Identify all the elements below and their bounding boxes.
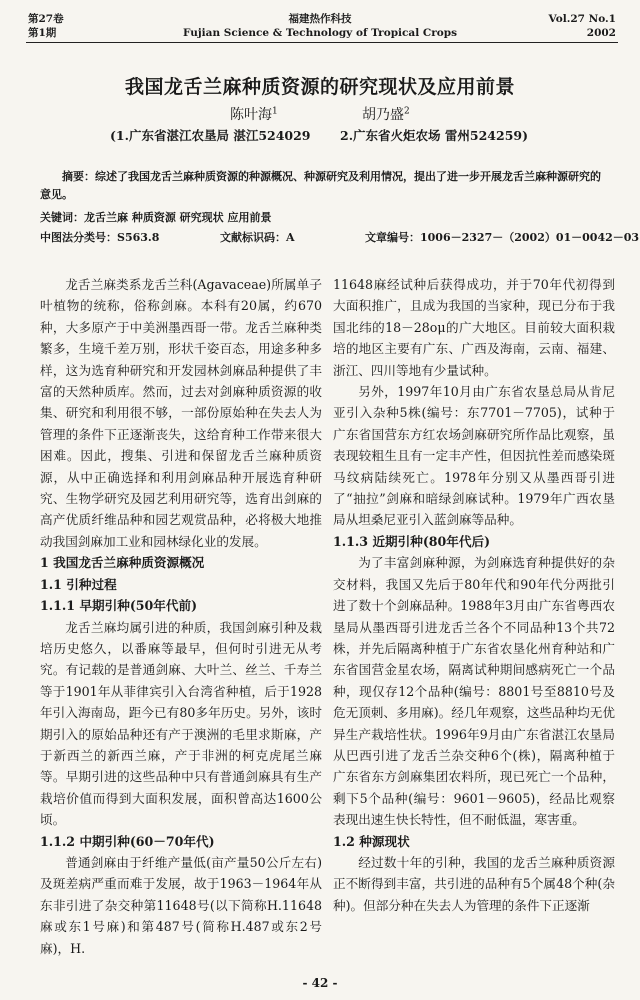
body-paragraph: 为了丰富剑麻种源，为剑麻选育种提供好的杂交材料，我国又先后于80年代和90年代分两批引进了数十个剑麻品种。1988年3月由广东省粤西农垦局从墨西哥引进龙舌兰各个不同品种13个共72株，并先后隔离种植于广东省农垦化州育种站和广东省国营金星农场，隔离试种期间感病死亡一个品种，现仅存12个品种(编号：8801号至8810号及危无顶刺、多用麻)。经几年观察，这些品种均无优异生产栽培性状。1996年9月由广东省湛江农垦局从巴西引进了龙舌兰杂交种6个(株)，隔离种植于广东省东方剑麻集团农料所，现已死亡一个品种，剩下5个品种(编号：9601－9605)，经品比观察表现出速生快长特性，但不耐低温，寒害重。 [333,555,615,828]
header-vol-block [549,12,616,40]
author-1-sup: 1 [272,106,278,117]
subsection-heading: 1.1 引种过程 [40,576,117,592]
running-header [0,0,640,46]
header-rule [26,42,618,43]
article-number: 文章编号：1006－2327－（2002）01－0042－03 [365,231,640,244]
classification-line [40,230,640,246]
right-column [333,274,615,916]
keywords: 关键词：龙舌兰麻 种质资源 研究现状 应用前景 [40,211,272,224]
header-vol-en: Vol.27 No.1 [548,13,616,25]
subsubsection-heading: 1.1.1 早期引种(50年代前) [40,598,198,614]
subsubsection-heading: 1.1.3 近期引种(80年代后) [333,533,491,549]
author-2 [362,104,410,124]
header-journal-en: Fujian Science & Technology of Tropical Crops [182,27,458,39]
classification-code: 中图法分类号：S563.8 [40,231,160,244]
affiliation-line [0,126,640,148]
body-paragraph: 另外，1997年10月由广东省农垦总局从肯尼亚引入杂种5株(编号：东7701－7705)，试种于广东省国营东方红农场剑麻研究所作品比观察，虽表现较粗生且有一定丰产性，但因抗性差而感染斑马纹病陆续死亡。1978年分别又从墨西哥引进了“抽拉”剑麻和暗绿剑麻试种。1979年广西农垦局从坦桑尼亚引入蓝剑麻等品种。 [333,384,615,528]
subsection-heading: 1.2 种源现状 [333,833,410,849]
keywords-line [40,210,600,226]
paper-title: 我国龙舌兰麻种质资源的研究现状及应用前景 [124,76,515,98]
header-volume: 第27卷 [28,13,64,25]
document-code: 文献标识码：A [220,231,295,244]
page-number: - 42 - [302,976,338,990]
abstract: 摘要：综述了我国龙舌兰麻种质资源的种源概况、种源研究及利用情况，提出了进一步开展龙舌兰麻种源研究的意见。 [40,170,601,201]
header-year: 2002 [586,27,616,39]
author-2-name: 胡乃盛 [362,107,404,123]
author-1-name: 陈叶海 [230,107,272,123]
body-paragraph: 龙舌兰麻类系龙舌兰科(Agavaceae)所属单子叶植物的统称，俗称剑麻。本科有20属，约670种，大多原产于中美洲墨西哥一带。龙舌兰麻种类繁多，生境千差万别，形状千姿百态，用途多种多样，这为选育种研究和开发园林剑麻品种提供了丰富的天然种质库。然而，过去对剑麻种质资源的收集、研究和利用很不够，一部份原始种在失去人为管理的条件下正逐渐丧失，这给育种工作带来很大困难。因此，搜集、引进和保留龙舌兰麻种质资源，从中正确选择和利用剑麻品种开展选育种研究、生物学研究及园艺利用研究等，选育出剑麻的高产优质纤维品种和园艺观赏品种，必将极大地推动我国剑麻加工业和园林绿化业的发展。 [40,277,322,549]
section-heading: 1 我国龙舌兰麻种质资源概况 [40,555,205,571]
body-paragraph-continued: 11648麻经试种后获得成功，并于70年代初得到大面积推广，且成为我国的当家种，现已分布于我国北纬的18－28oμ的广大地区。目前较大面积栽培的地区主要有广东、广西及海南，云南、福建、浙江、四川等地有少量试种。 [333,277,615,378]
body-paragraph: 普通剑麻由于纤维产量低(亩产量50公斤左右)及斑差病严重而难于发展，故于1963－1964年从东非引进了杂交种第11648号(以下简称H.11648麻或东1号麻)和第487号(简称H.487或东2号麻)，H. [40,854,322,956]
affiliation-2: 2.广东省火炬农场 雷州524259) [340,128,529,143]
header-journal-cn: 福建热作科技 [288,13,352,25]
subsubsection-heading: 1.1.2 中期引种(60－70年代) [40,833,215,849]
header-issue: 第1期 [28,27,57,39]
author-line [0,104,640,126]
header-journal-block [0,12,640,40]
author-1 [230,104,278,124]
body-paragraph: 经过数十年的引种，我国的龙舌兰麻种质资源正不断得到丰富，共引进的品种有5个属48个种(杂种)。但部分种在失去人为管理的条件下正逐渐 [333,854,615,913]
left-column [40,274,322,959]
author-2-sup: 2 [404,106,410,117]
affiliation-1: (1.广东省湛江农垦局 湛江524029 [110,128,311,143]
body-paragraph: 龙舌兰麻均属引进的种质，我国剑麻引种及栽培历史悠久，以番麻等最早，但何时引进无从考究。有记载的是普通剑麻、大叶兰、丝兰、千寿兰等于1901年从菲律宾引入台湾省种植，后于1928年引入海南岛，距今已有80多年历史。另外，该时期引入的原始品种还有产于澳洲的毛里求斯麻，产于新西兰的新西兰麻，产于非洲的柯克虎尾兰麻等。早期引进的这些品种中只有普通剑麻具有生产栽培价值而得到大面积发展，面积曾高达1600公顷。 [40,619,322,828]
